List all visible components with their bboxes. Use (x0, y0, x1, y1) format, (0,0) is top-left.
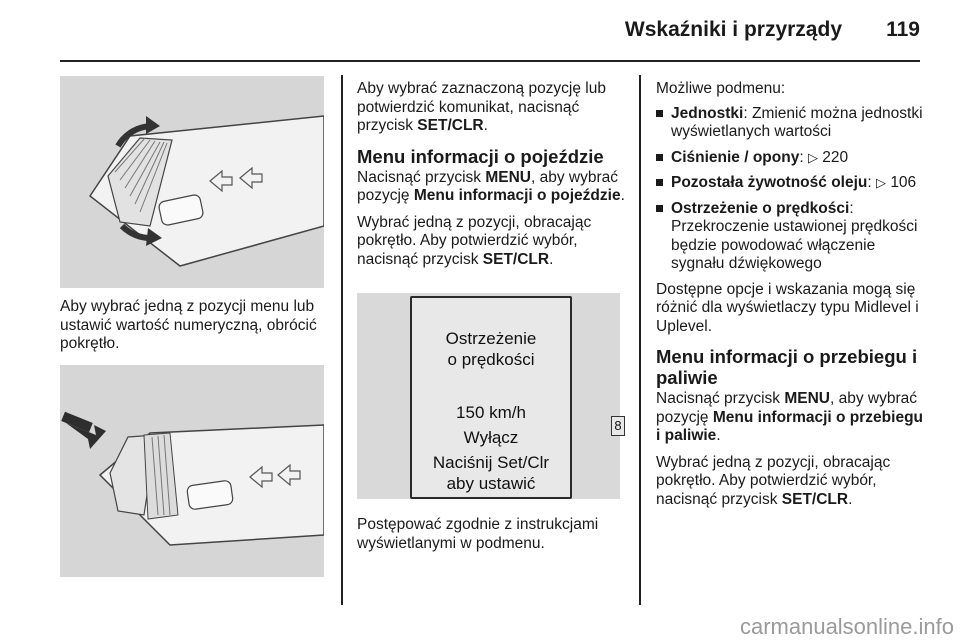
display-line-6: aby ustawić (446, 474, 536, 493)
display-line-3: 150 km/h (456, 403, 526, 422)
vehicle-info-p1: Nacisnąć przycisk MENU, aby wybrać pozycję Menu informacji o pojeździe. (357, 168, 625, 204)
trip-fuel-p1: Nacisnąć przycisk MENU, aby wybrać pozycję Menu informacji o przebiegu i paliwie. (656, 390, 924, 444)
header-rule (60, 60, 920, 62)
trip-fuel-heading: Menu informacji o przebiegu i paliwie (656, 346, 918, 388)
trip-fuel-p2: Wybrać jedną z pozycji, obracając pokrętło. Aby potwierdzić wybór, nacisnąć przycisk SET/CLR. (656, 453, 891, 508)
column-2-text-top (357, 80, 627, 277)
column-divider-2 (639, 75, 641, 605)
bullet-marker (656, 179, 663, 186)
stalk-rotate-illustration (60, 76, 324, 288)
display-screen (410, 296, 622, 499)
column-divider-1 (341, 75, 343, 605)
bullet-speed-warning: Ostrzeżenie o prędkości: Przekroczenie ustawionej prędkości będzie powodować włączenie sygnału dźwiękowego (656, 200, 924, 274)
column-3-text (656, 80, 924, 517)
page-number: 119 (886, 18, 920, 41)
rotate-caption: Aby wybrać jedną z pozycji menu lub ustawić wartość numeryczną, obrócić pokrętło. (60, 298, 317, 352)
intro-paragraph: Aby wybrać zaznaczoną pozycję lub potwierdzić komunikat, nacisnąć przycisk SET/CLR. (357, 80, 606, 134)
display-line-4: Wyłącz (463, 428, 519, 447)
display-line-1: Ostrzeżenie (445, 329, 537, 348)
page-ref-arrow-icon: ▷ (876, 175, 886, 190)
speed-warning-display-illustration (357, 293, 620, 499)
column-1-caption (60, 298, 330, 362)
submenu-instructions: Postępować zgodnie z instrukcjami wyświetlanymi w podmenu. (357, 516, 599, 552)
section-title: Wskaźniki i przyrządy (624, 18, 842, 41)
display-line-5: Naciśnij Set/Clr (432, 453, 550, 472)
display-variant-note: Dostępne opcje i wskazania mogą się różnić dla wyświetlaczy typu Midlevel i Uplevel. (656, 280, 919, 335)
column-2-text-bottom (357, 516, 627, 561)
watermark: carmanualsonline.info (739, 614, 954, 639)
bullet-marker (656, 154, 663, 161)
page-header (0, 0, 960, 60)
bullet-tire-pressure: Ciśnienie / opony: ▷ 220 (656, 149, 924, 168)
bullet-oil-life: Pozostała żywotność oleju: ▷ 106 (656, 174, 924, 193)
bullet-units: Jednostki: Zmienić można jednostki wyświetlanych wartości (656, 105, 924, 142)
page-ref[interactable]: 220 (822, 148, 849, 166)
bullet-marker (656, 110, 663, 117)
stalk-press-illustration (60, 365, 324, 577)
page-ref-arrow-icon: ▷ (807, 149, 818, 165)
page-ref[interactable]: 106 (890, 174, 917, 191)
display-line-2: o prędkości (447, 350, 535, 369)
vehicle-info-heading: Menu informacji o pojeździe (357, 145, 604, 167)
vehicle-info-p2: Wybrać jedną z pozycji, obracając pokrętło. Aby potwierdzić wybór, nacisnąć przycisk SET/CLR. (357, 213, 592, 268)
submenu-intro: Możliwe podmenu: (656, 80, 786, 97)
bullet-marker (656, 205, 663, 212)
display-tag: 8 (611, 416, 625, 436)
